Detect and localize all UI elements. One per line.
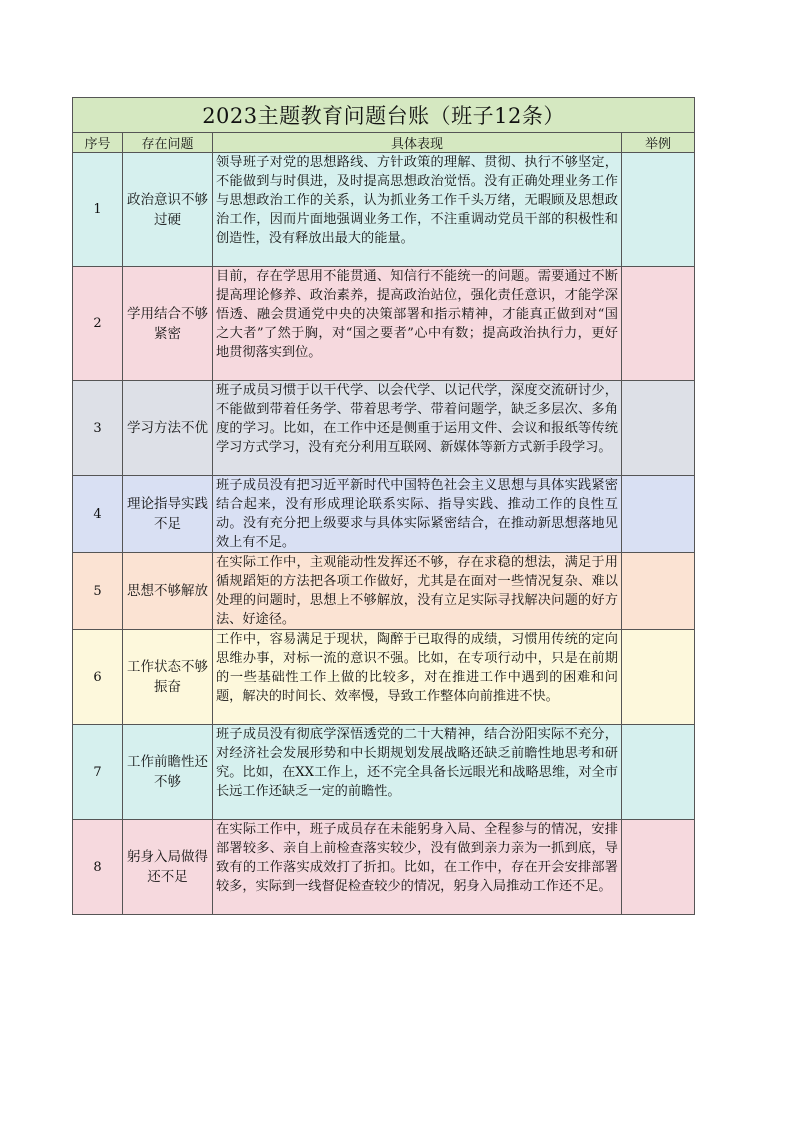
row-issue: 学用结合不够紧密 <box>123 267 213 381</box>
row-issue: 学习方法不优 <box>123 381 213 476</box>
header-issue: 存在问题 <box>123 133 213 153</box>
row-example <box>622 725 695 820</box>
row-example <box>622 553 695 630</box>
row-number: 4 <box>73 476 123 553</box>
row-detail: 在实际工作中，班子成员存在未能躬身入局、全程参与的情况，安排部署较多、亲自上前检查落实较少，没有做到亲力亲为一抓到底，导致有的工作落实成效打了折扣。比如，在工作中，存在开会安排部署较多，实际到一线督促检查较少的情况，躬身入局推动工作还不足。 <box>213 820 622 915</box>
row-detail: 班子成员没有把习近平新时代中国特色社会主义思想与具体实践紧密结合起来，没有形成理论联系实际、指导实践、推动工作的良性互动。没有充分把上级要求与具体实际紧密结合，在推动新思想落地见效上有不足。 <box>213 476 622 553</box>
row-detail: 领导班子对党的思想路线、方针政策的理解、贯彻、执行不够坚定，不能做到与时俱进，及时提高思想政治觉悟。没有正确处理业务工作与思想政治工作的关系，认为抓业务工作千头万绪，无暇顾及思想政治工作，因而片面地强调业务工作，不注重调动党员干部的积极性和创造性，没有释放出最大的能量。 <box>213 153 622 267</box>
row-detail: 班子成员没有彻底学深悟透党的二十大精神，结合汾阳实际不充分，对经济社会发展形势和中长期规划发展战略还缺乏前瞻性地思考和研究。比如，在XX工作上，还不完全具备长远眼光和战略思维，对全市长远工作还缺乏一定的前瞻性。 <box>213 725 622 820</box>
row-issue: 工作前瞻性还不够 <box>123 725 213 820</box>
row-number: 3 <box>73 381 123 476</box>
row-detail: 班子成员习惯于以干代学、以会代学、以记代学，深度交流研讨少，不能做到带着任务学、带着思考学、带着问题学，缺乏多层次、多角度的学习。比如，在工作中还是侧重于运用文件、会议和报纸等传统学习方式学习，没有充分利用互联网、新媒体等新方式新手段学习。 <box>213 381 622 476</box>
row-example <box>622 476 695 553</box>
row-example <box>622 381 695 476</box>
row-detail: 在实际工作中，主观能动性发挥还不够，存在求稳的想法，满足于用循规蹈矩的方法把各项工作做好，尤其是在面对一些情况复杂、难以处理的问题时，思想上不够解放，没有立足实际寻找解决问题的好方法、好途径。 <box>213 553 622 630</box>
row-issue: 政治意识不够过硬 <box>123 153 213 267</box>
header-detail: 具体表现 <box>213 133 622 153</box>
row-issue: 思想不够解放 <box>123 553 213 630</box>
row-number: 7 <box>73 725 123 820</box>
row-number: 1 <box>73 153 123 267</box>
table-row <box>73 476 695 553</box>
row-number: 8 <box>73 820 123 915</box>
header-row <box>73 133 695 153</box>
table-row <box>73 153 695 267</box>
row-detail: 目前，存在学思用不能贯通、知信行不能统一的问题。需要通过不断提高理论修养、政治素养，提高政治站位，强化责任意识，才能学深悟透、融会贯通党中央的决策部署和指示精神，才能真正做到对“国之大者”了然于胸，对“国之要者”心中有数；提高政治执行力，更好地贯彻落实到位。 <box>213 267 622 381</box>
title-row <box>73 98 695 133</box>
table-row <box>73 820 695 915</box>
table-row <box>73 553 695 630</box>
row-example <box>622 820 695 915</box>
issue-ledger-table <box>72 97 695 915</box>
row-example <box>622 630 695 725</box>
table-row <box>73 630 695 725</box>
row-number: 5 <box>73 553 123 630</box>
header-no: 序号 <box>73 133 123 153</box>
row-detail: 工作中，容易满足于现状，陶醉于已取得的成绩，习惯用传统的定向思维办事，对标一流的意识不强。比如，在专项行动中，只是在前期的一些基础性工作上做的比较多，对在推进工作中遇到的困难和问题，解决的时间长、效率慢，导致工作整体向前推进不快。 <box>213 630 622 725</box>
row-number: 2 <box>73 267 123 381</box>
row-issue: 躬身入局做得还不足 <box>123 820 213 915</box>
row-example <box>622 267 695 381</box>
row-number: 6 <box>73 630 123 725</box>
row-issue: 工作状态不够振奋 <box>123 630 213 725</box>
row-issue: 理论指导实践不足 <box>123 476 213 553</box>
table-row <box>73 267 695 381</box>
table-row <box>73 725 695 820</box>
header-example: 举例 <box>622 133 695 153</box>
sheet-title: 2023主题教育问题台账（班子12条） <box>73 98 695 133</box>
table-row <box>73 381 695 476</box>
row-example <box>622 153 695 267</box>
